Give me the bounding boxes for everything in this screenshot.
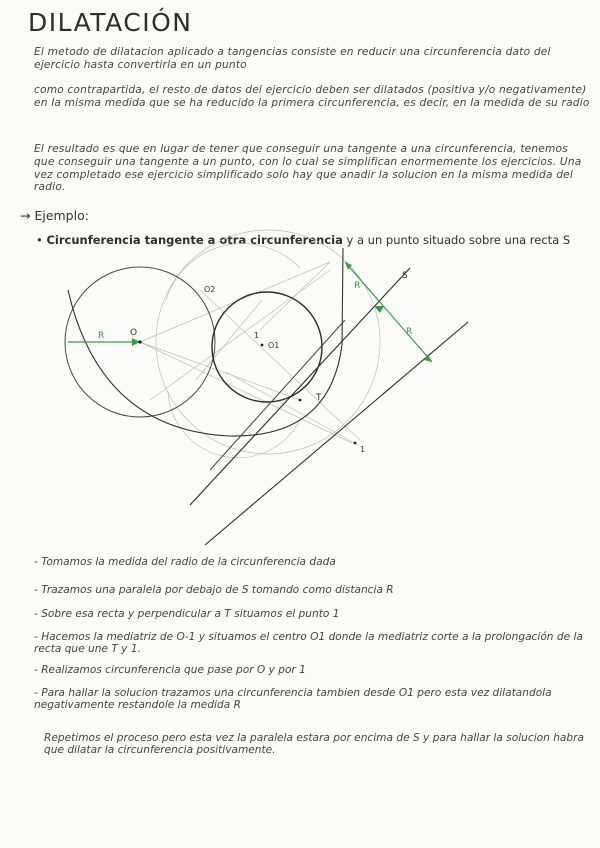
page-title: DILATACIÓN xyxy=(28,8,193,37)
radius-dimension-line xyxy=(345,262,432,362)
label-one-small: 1 xyxy=(254,331,260,340)
label-t: T xyxy=(316,393,322,403)
paragraph-result: El resultado es que en lugar de tener que conseguir una tangente a una circunferencia, tenemos que conseguir una tangente a un punto, con lo cual se simplifican enormemente los ejercicios. Una vez completado ese ejercicio simplificado solo hay que anadir la solucion en la misma medida del radio. xyxy=(34,143,582,194)
step-7: Repetimos el proceso pero esta vez la paralela estara por encima de S y para hallar la solucion habra que dilatar la circunferencia positivamente. xyxy=(44,732,584,756)
point-o xyxy=(138,340,141,343)
step-2: - Trazamos una paralela por debajo de S tomando como distancia R xyxy=(34,584,394,596)
step-5: - Realizamos circunferencia que pase por O y por 1 xyxy=(34,664,306,676)
example-statement-rest: y a un punto situado sobre una recta S xyxy=(342,233,571,247)
label-one: 1 xyxy=(360,445,366,454)
label-r-top: R xyxy=(354,281,361,291)
construction-line-arc-chord xyxy=(196,300,262,380)
construction-arc-top xyxy=(166,244,300,300)
construction-line-upper xyxy=(260,262,330,330)
example-statement-strong: Circunferencia tangente a otra circunferencia xyxy=(46,233,343,247)
point-o1 xyxy=(261,344,264,347)
label-o: O xyxy=(130,328,138,338)
step-4: - Hacemos la mediatriz de O-1 y situamos el centro O1 donde la mediatriz corte a la prolongación de la recta que une T y 1. xyxy=(34,631,583,655)
inner-tangent-circle xyxy=(212,292,322,402)
paragraph-intro: El metodo de dilatacion aplicado a tangencias consiste en reducir una circunferencia dato del ejercicio hasta convertirla en un punto xyxy=(34,46,551,71)
construction-line-diag xyxy=(150,270,330,400)
construction-line-lower xyxy=(226,372,358,445)
label-r-right: R xyxy=(406,327,413,337)
point-t xyxy=(299,399,302,402)
example-heading: → Ejemplo: xyxy=(20,208,89,223)
label-o1: O1 xyxy=(268,341,280,350)
paragraph-counterpart: como contrapartida, el resto de datos del ejercicio deben ser dilatados (positiva y/o negativamente) en la misma medida que se ha reducido la primera circunferencia, es decir, en la medida de su radio xyxy=(34,84,590,109)
label-s: S xyxy=(402,271,408,281)
step-6: - Para hallar la solucion trazamos una circunferencia tambien desde O1 pero esta vez dilatandola negativamente restandole la medida R xyxy=(34,687,552,711)
label-r-left: R xyxy=(98,331,105,341)
step-3: - Sobre esa recta y perpendicular a T situamos el punto 1 xyxy=(34,608,340,620)
bullet-marker: • xyxy=(36,233,43,247)
label-o2: O2 xyxy=(204,285,216,294)
step-1: - Tomamos la medida del radio de la circunferencia dada xyxy=(34,556,336,568)
point-1 xyxy=(354,442,357,445)
